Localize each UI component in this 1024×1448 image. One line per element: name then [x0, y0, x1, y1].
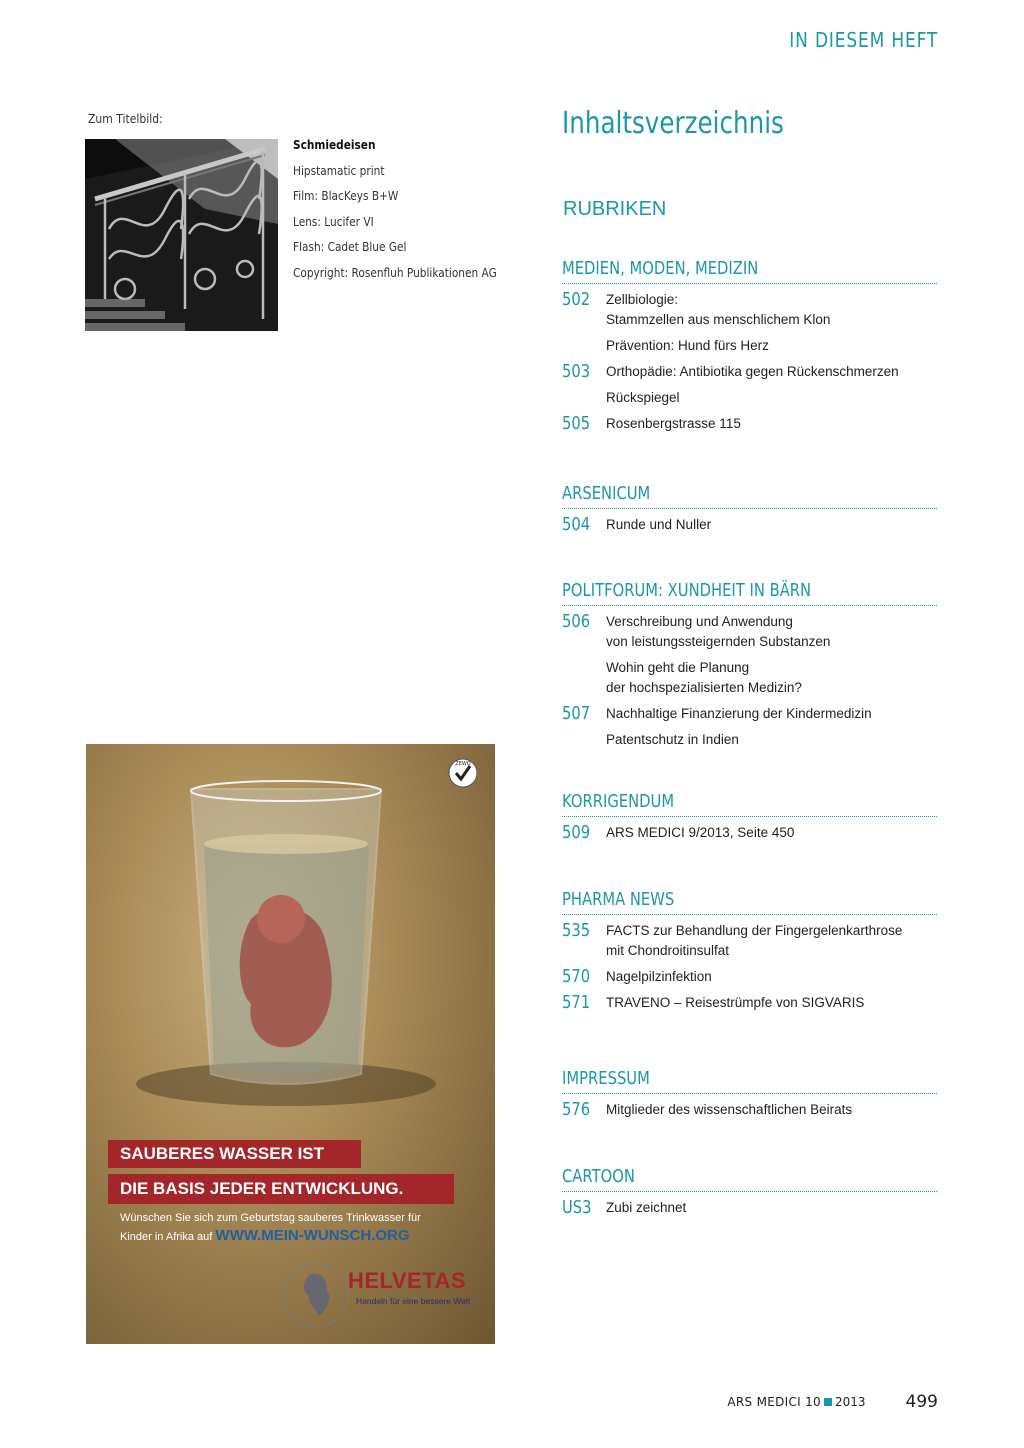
- dotted-divider: [562, 1093, 937, 1094]
- entry-line: Rückspiegel: [606, 390, 680, 405]
- footer-year: 2013: [835, 1395, 866, 1409]
- page-number: 502: [562, 289, 591, 310]
- entry-line: Zubi zeichnet: [606, 1200, 687, 1215]
- entry-line: Orthopädie: Antibiotika gegen Rückenschmerzen: [606, 364, 899, 379]
- water-glass-illustration: [86, 744, 495, 1344]
- section-heading: IMPRESSUM: [562, 1068, 650, 1089]
- staircase-railing-illustration: [85, 139, 278, 331]
- cover-detail: Copyright: Rosenfluh Publikationen AG: [293, 265, 497, 280]
- entry-line: Zellbiologie:: [606, 292, 679, 307]
- cover-image: [85, 139, 278, 331]
- entry-line: Mitglieder des wissenschaftlichen Beirats: [606, 1102, 853, 1117]
- badge-label: ZEWO: [455, 761, 471, 767]
- page-number: 535: [562, 920, 591, 941]
- ad-text-prefix: Kinder in Afrika auf: [120, 1231, 213, 1243]
- page-title: Inhaltsverzeichnis: [562, 106, 784, 141]
- section-heading: KORRIGENDUM: [562, 791, 675, 812]
- toc-entry[interactable]: [562, 967, 937, 987]
- page-number: 507: [562, 703, 591, 724]
- section-heading: PHARMA NEWS: [562, 889, 675, 910]
- entry-line: Runde und Nuller: [606, 517, 712, 532]
- toc-section: [562, 1066, 937, 1126]
- toc-entry[interactable]: [562, 612, 937, 698]
- entry-line: Stammzellen aus menschlichem Klon: [606, 312, 831, 327]
- section-heading: CARTOON: [562, 1166, 635, 1187]
- cover-detail: Flash: Cadet Blue Gel: [293, 240, 407, 255]
- cover-detail: Hipstamatic print: [293, 163, 385, 178]
- entry-line: mit Chondroitinsulfat: [606, 943, 730, 958]
- dotted-divider: [562, 1191, 937, 1192]
- cover-title: Schmiedeisen: [293, 138, 376, 152]
- ad-text-line: Wünschen Sie sich zum Geburtstag sauberes Trinkwasser für: [120, 1212, 421, 1224]
- toc-entry[interactable]: [562, 414, 937, 434]
- toc-section: [562, 1164, 937, 1224]
- cover-label: Zum Titelbild:: [88, 112, 163, 126]
- toc-section: [562, 481, 937, 541]
- page-number: 503: [562, 361, 591, 382]
- footer-publication: ARS MEDICI 10: [727, 1395, 821, 1409]
- entry-line: Wohin geht die Planung: [606, 660, 750, 675]
- section-heading: MEDIEN, MODEN, MEDIZIN: [562, 258, 759, 279]
- page-number: US3: [562, 1197, 592, 1218]
- page-number-footer: 499: [905, 1392, 938, 1412]
- toc-entry[interactable]: [562, 1100, 937, 1120]
- globe-icon: [281, 1260, 351, 1330]
- advertisement: [86, 744, 495, 1344]
- footer-square-icon: [824, 1398, 832, 1406]
- entry-line: Nagelpilzinfektion: [606, 969, 712, 984]
- page-footer: [727, 1392, 938, 1412]
- ad-body-text: [120, 1210, 421, 1246]
- cover-detail: Lens: Lucifer VI: [293, 214, 374, 229]
- zewo-seal-icon: [448, 758, 478, 788]
- ad-text-line: [120, 1227, 421, 1246]
- entry-line: der hochspezialisierten Medizin?: [606, 680, 802, 695]
- toc-section: [562, 256, 937, 440]
- ad-headline-line1: SAUBERES WASSER IST: [108, 1140, 361, 1168]
- dotted-divider: [562, 508, 937, 509]
- toc-entry[interactable]: [562, 290, 937, 356]
- toc-entry[interactable]: [562, 1198, 937, 1218]
- page-number: 576: [562, 1099, 591, 1120]
- page-number: 509: [562, 822, 591, 843]
- dotted-divider: [562, 283, 937, 284]
- page-number: 504: [562, 514, 591, 535]
- toc-entry[interactable]: [562, 704, 937, 750]
- entry-line: ARS MEDICI 9/2013, Seite 450: [606, 825, 795, 840]
- page-number: 506: [562, 611, 591, 632]
- entry-line: TRAVENO – Reisestrümpfe von SIGVARIS: [606, 995, 865, 1010]
- ad-slogan: Handeln für eine bessere Welt: [356, 1296, 471, 1306]
- cover-info: [293, 136, 497, 290]
- ad-headline-line2: DIE BASIS JEDER ENTWICKLUNG.: [108, 1174, 454, 1204]
- entry-line: Rosenbergstrasse 115: [606, 416, 741, 431]
- ad-brand-logo: HELVETAS: [348, 1268, 467, 1293]
- entry-line: Verschreibung und Anwendung: [606, 614, 793, 629]
- dotted-divider: [562, 816, 937, 817]
- page-number: 570: [562, 966, 591, 987]
- section-heading: POLITFORUM: XUNDHEIT IN BÄRN: [562, 580, 812, 601]
- dotted-divider: [562, 914, 937, 915]
- toc-section: [562, 789, 937, 849]
- entry-line: Patentschutz in Indien: [606, 732, 739, 747]
- toc-section: [562, 887, 937, 1019]
- cover-detail: Film: BlacKeys B+W: [293, 189, 399, 204]
- entry-line: Prävention: Hund fürs Herz: [606, 338, 769, 353]
- toc-entry[interactable]: [562, 362, 937, 408]
- toc-entry[interactable]: [562, 921, 937, 961]
- page-number: 571: [562, 992, 591, 1013]
- entry-line: FACTS zur Behandlung der Fingergelenkarthrose: [606, 923, 903, 938]
- toc-entry[interactable]: [562, 823, 937, 843]
- toc-entry[interactable]: [562, 993, 937, 1013]
- toc-section: [562, 578, 937, 756]
- toc-subtitle: RUBRIKEN: [563, 198, 667, 220]
- ad-url-link[interactable]: WWW.MEIN-WUNSCH.ORG: [215, 1227, 410, 1244]
- section-tag: IN DIESEM HEFT: [789, 28, 938, 52]
- page-number: 505: [562, 413, 591, 434]
- toc-entry[interactable]: [562, 515, 937, 535]
- entry-line: von leistungssteigernden Substanzen: [606, 634, 831, 649]
- entry-line: Nachhaltige Finanzierung der Kindermedizin: [606, 706, 872, 721]
- section-heading: ARSENICUM: [562, 483, 651, 504]
- dotted-divider: [562, 605, 937, 606]
